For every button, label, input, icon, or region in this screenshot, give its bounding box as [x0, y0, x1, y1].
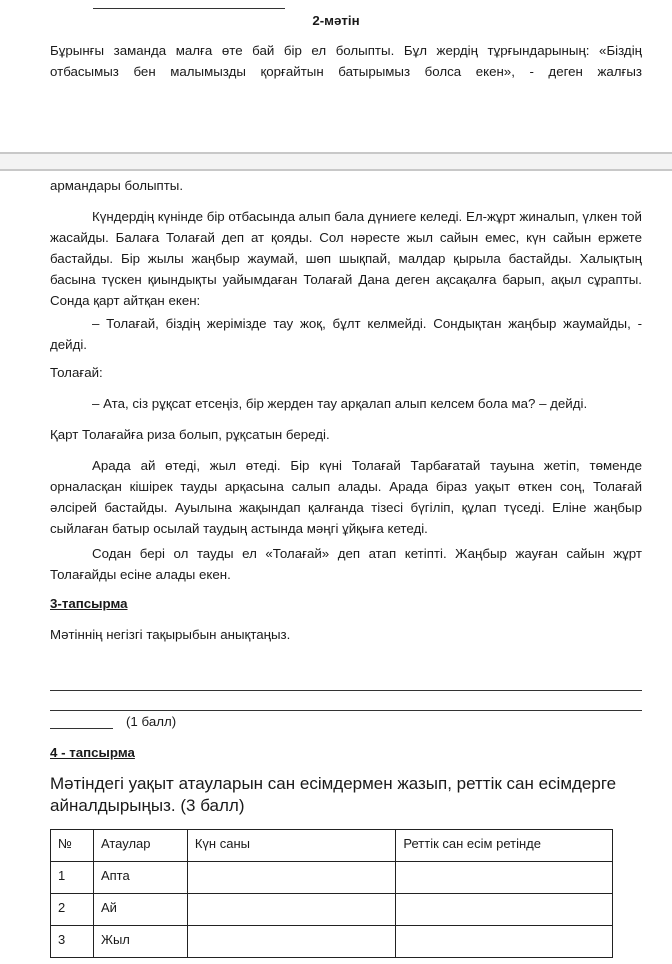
answer-cell[interactable] — [396, 894, 613, 926]
speaker: Толағай: — [50, 365, 103, 380]
task-3-points: (1 балл) — [126, 714, 177, 729]
table-row — [51, 926, 613, 958]
paragraph-2: Күндердің күнінде бір отбасында алып бала дүниеге келеді. Ел-жұрт жиналып, үлкен той жасайды. Балаға Толағай деп ат қояды. Сол нәресте жыл сайын емес, күн сайын ержете бастайды. Бір жылы жаңбыр жаумай, шөп шықпай, малдар қырыла бастайды. Халықтың басына түскен қиындықты уайымдаған Толағай Дана деген ақсақалға барып, ақыл сұрапты. Сонда қарт айтқан екен: — [50, 209, 642, 308]
answer-cell[interactable] — [187, 926, 396, 958]
top-rule — [93, 8, 285, 9]
paragraph-1-continued: армандары болыпты. — [50, 178, 184, 193]
cell: Ай — [93, 894, 187, 926]
cell: Жыл — [93, 926, 187, 958]
answer-table — [50, 829, 613, 958]
header-cell: Реттік сан есім ретінде — [396, 830, 613, 862]
task-4-question: Мәтіндегі уақыт атауларын сан есімдермен жазып, реттік сан есімдерге айналдырыңыз. (3 балл) — [50, 774, 617, 815]
task-4-heading: 4 - тапсырма — [50, 745, 135, 760]
answer-cell[interactable] — [187, 862, 396, 894]
cell: 2 — [51, 894, 94, 926]
cell: 1 — [51, 862, 94, 894]
quote-2: – Ата, сіз рұқсат етсеңіз, бір жерден тау арқалап алып келсем бола ма? – дейді. — [92, 396, 588, 411]
quote-1: – Толағай, біздің жерімізде тау жоқ, бұлт келмейді. Сондықтан жаңбыр жаумайды, - дейді. — [50, 316, 642, 352]
task-3-question: Мәтіннің негізгі тақырыбын анықтаңыз. — [50, 627, 291, 642]
cell: 3 — [51, 926, 94, 958]
answer-cell[interactable] — [396, 862, 613, 894]
paragraph-1: Бұрынғы заманда малға өте бай бір ел болыпты. Бұл жердің тұрғындарының: «Біздің отбасымыз бен малымызды қорғайтын батырымыз болса екен», - деген жалғыз — [50, 43, 642, 79]
paragraph-5: Содан бері ол тауды ел «Толағай» деп атап кетіпті. Жаңбыр жауған сайын жұрт Толағайды есіне алады екен. — [50, 546, 642, 582]
paragraph-3: Қарт Толағайға риза болып, рұқсатын береді. — [50, 427, 330, 442]
table-row — [51, 862, 613, 894]
header-cell: Күн саны — [187, 830, 396, 862]
answer-line-1[interactable] — [50, 690, 642, 691]
page-break — [0, 152, 672, 171]
table-row — [51, 894, 613, 926]
paragraph-4: Арада ай өтеді, жыл өтеді. Бір күні Толағай Тарбағатай тауына жетіп, төменде орналасқан кішірек тауды арқасына салып алады. Арада біраз уақыт өткен соң, Толағай әлсірей бастайды. Ауылына жақындап қалғанда тізесі бүгіліп, құлап түседі. Еліне жаңбыр сыйлаған батыр осылай таудың астында мәңгі ұйқыға кетеді. — [50, 458, 642, 536]
cell: Апта — [93, 862, 187, 894]
answer-line-3[interactable] — [50, 728, 113, 729]
answer-cell[interactable] — [396, 926, 613, 958]
answer-cell[interactable] — [187, 894, 396, 926]
task-3-heading: 3-тапсырма — [50, 596, 128, 611]
header-cell: № — [51, 830, 94, 862]
table-header — [51, 830, 613, 862]
text-title: 2-мәтін — [312, 13, 360, 28]
header-cell: Атаулар — [93, 830, 187, 862]
